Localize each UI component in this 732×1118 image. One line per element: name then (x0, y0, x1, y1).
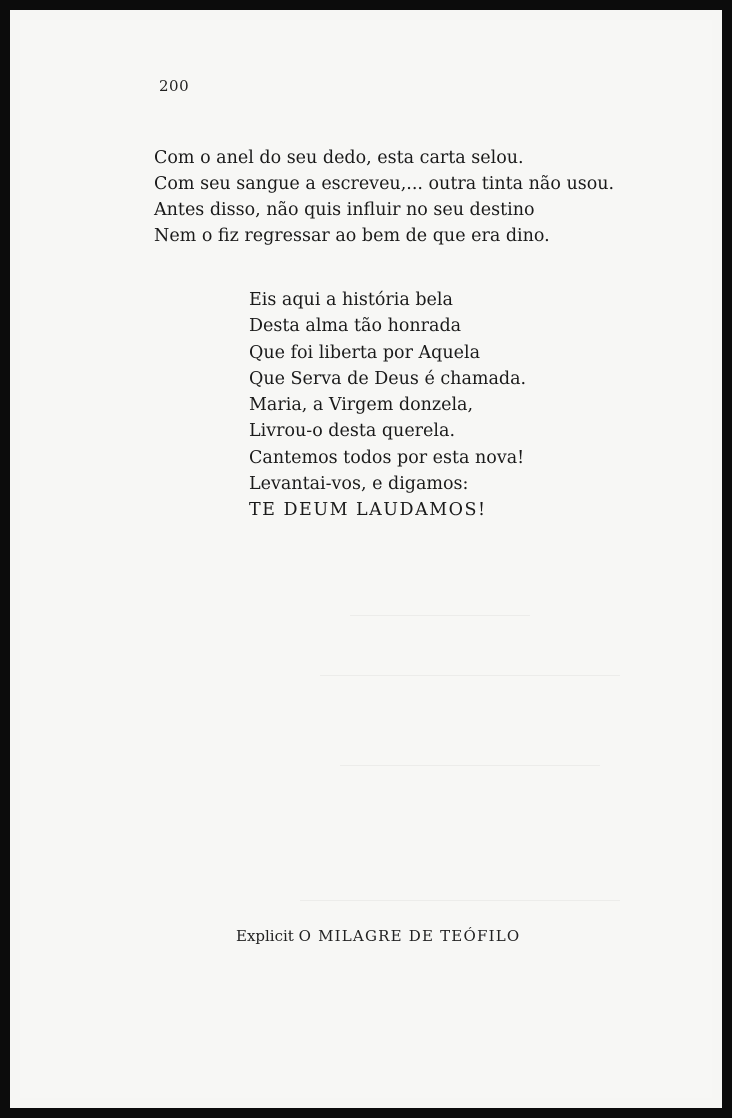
verse-line: Livrou-o desta querela. (249, 421, 456, 442)
verse-line: Maria, a Virgem donzela, (249, 395, 474, 416)
verse-line: Levantai-vos, e digamos: (249, 474, 469, 495)
verse-line: Eis aqui a história bela (249, 290, 453, 310)
verse-line: Com o anel do seu dedo, esta carta selou. (154, 148, 524, 168)
colophon-prefix: Explicit (236, 927, 294, 945)
colophon (236, 927, 520, 945)
closing-verse-line: TE DEUM LAUDAMOS! (249, 500, 487, 521)
colophon-title: O MILAGRE DE TEÓFILO (298, 927, 521, 945)
show-through-mark (340, 765, 600, 766)
show-through-mark (350, 615, 530, 616)
stanza-2 (249, 287, 526, 524)
verse-line: Antes disso, não quis influir no seu destino (154, 200, 535, 220)
show-through-mark (300, 900, 620, 901)
page-number: 200 (159, 77, 190, 95)
verse-line: Cantemos todos por esta nova! (249, 447, 525, 468)
verse-line: Que foi liberta por Aquela (249, 342, 481, 363)
stanza-1 (154, 145, 614, 249)
show-through-mark (320, 675, 620, 676)
verse-line: Nem o fiz regressar ao bem de que era dino. (154, 226, 550, 246)
verse-line: Desta alma tão honrada (249, 316, 462, 337)
verse-line: Que Serva de Deus é chamada. (249, 368, 527, 389)
verse-line: Com seu sangue a escreveu,... outra tinta não usou. (154, 174, 615, 194)
